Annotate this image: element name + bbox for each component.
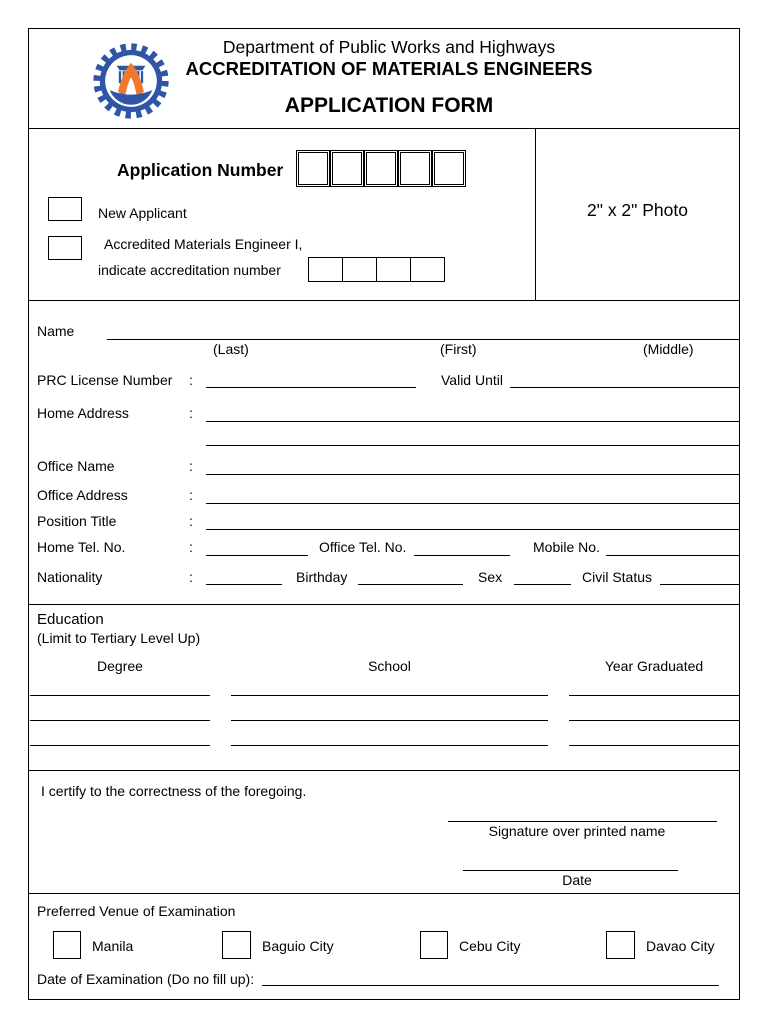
school-field[interactable] (231, 680, 548, 696)
accredited-engineer-checkbox[interactable] (48, 236, 82, 260)
venue-davao-label: Davao City (646, 938, 715, 954)
civil-status-label: Civil Status (582, 569, 653, 585)
name-label: Name (37, 323, 75, 339)
home-address-field-line2[interactable] (206, 430, 739, 446)
application-number-digit[interactable] (330, 150, 364, 187)
certification-date-caption: Date (562, 872, 592, 888)
office-name-label: Office Name (37, 458, 115, 474)
valid-until-field[interactable] (510, 372, 739, 388)
accreditation-number-digit[interactable] (376, 257, 411, 282)
accreditation-number-digit[interactable] (308, 257, 343, 282)
degree-field[interactable] (30, 680, 210, 696)
signature-field[interactable] (448, 806, 717, 822)
venue-manila-label: Manila (92, 938, 134, 954)
form-title: APPLICATION FORM (284, 94, 494, 117)
school-column-header: School (368, 658, 411, 674)
exam-date-label: Date of Examination (Do no fill up): (37, 971, 255, 987)
last-name-caption: (Last) (213, 341, 249, 357)
office-address-label: Office Address (37, 487, 128, 503)
signature-caption: Signature over printed name (488, 823, 666, 839)
home-tel-field[interactable] (206, 540, 308, 556)
label-colon: : (189, 487, 193, 503)
year-graduated-field[interactable] (569, 680, 739, 696)
prc-license-field[interactable] (206, 372, 416, 388)
office-tel-field[interactable] (414, 540, 510, 556)
name-field[interactable] (107, 324, 739, 340)
department-name: Department of Public Works and Highways (222, 37, 556, 57)
section-divider (28, 770, 740, 771)
section-divider (28, 604, 740, 605)
birthday-field[interactable] (358, 569, 463, 585)
program-title: ACCREDITATION OF MATERIALS ENGINEERS (185, 58, 593, 79)
home-address-label: Home Address (37, 405, 129, 421)
accreditation-number-digit[interactable] (342, 257, 377, 282)
application-number-digit[interactable] (364, 150, 398, 187)
venue-manila-checkbox[interactable] (53, 931, 81, 959)
office-address-field[interactable] (206, 488, 739, 504)
school-field[interactable] (231, 705, 548, 721)
venue-title: Preferred Venue of Examination (37, 903, 236, 919)
middle-name-caption: (Middle) (643, 341, 694, 357)
application-number-digit[interactable] (296, 150, 330, 187)
label-colon: : (189, 569, 193, 585)
label-colon: : (189, 513, 193, 529)
home-tel-label: Home Tel. No. (37, 539, 126, 555)
exam-date-field[interactable] (262, 970, 719, 986)
section-divider (28, 893, 740, 894)
venue-baguio-checkbox[interactable] (222, 931, 251, 959)
school-field[interactable] (231, 730, 548, 746)
photo-placeholder-label: 2" x 2" Photo (587, 200, 688, 220)
new-applicant-checkbox[interactable] (48, 197, 82, 221)
first-name-caption: (First) (440, 341, 477, 357)
accreditation-number-field (308, 257, 445, 282)
mobile-field[interactable] (606, 540, 739, 556)
venue-cebu-checkbox[interactable] (420, 931, 448, 959)
new-applicant-label: New Applicant (98, 205, 187, 221)
label-colon: : (189, 458, 193, 474)
position-title-field[interactable] (206, 514, 739, 530)
year-graduated-field[interactable] (569, 730, 739, 746)
label-colon: : (189, 539, 193, 555)
home-address-field-line1[interactable] (206, 406, 739, 422)
office-name-field[interactable] (206, 459, 739, 475)
application-number-digit[interactable] (432, 150, 466, 187)
certification-date-field[interactable] (463, 855, 678, 871)
venue-davao-checkbox[interactable] (606, 931, 635, 959)
nationality-field[interactable] (206, 569, 282, 585)
label-colon: : (189, 372, 193, 388)
sex-field[interactable] (514, 569, 571, 585)
degree-field[interactable] (30, 705, 210, 721)
accreditation-number-digit[interactable] (410, 257, 445, 282)
application-number-digit[interactable] (398, 150, 432, 187)
office-tel-label: Office Tel. No. (319, 539, 407, 555)
valid-until-label: Valid Until (441, 372, 503, 388)
venue-cebu-label: Cebu City (459, 938, 521, 954)
accredited-engineer-label: Accredited Materials Engineer I, (104, 236, 303, 252)
sex-label: Sex (478, 569, 503, 585)
education-title: Education (37, 611, 104, 628)
application-number-label: Application Number (117, 160, 284, 180)
year-graduated-column-header: Year Graduated (604, 658, 704, 674)
civil-status-field[interactable] (660, 569, 739, 585)
accreditation-number-label: indicate accreditation number (98, 262, 281, 278)
nationality-label: Nationality (37, 569, 103, 585)
birthday-label: Birthday (296, 569, 348, 585)
degree-column-header: Degree (97, 658, 143, 674)
degree-field[interactable] (30, 730, 210, 746)
year-graduated-field[interactable] (569, 705, 739, 721)
position-title-label: Position Title (37, 513, 117, 529)
certification-statement: I certify to the correctness of the foregoing. (41, 783, 307, 799)
venue-baguio-label: Baguio City (262, 938, 334, 954)
mobile-label: Mobile No. (533, 539, 600, 555)
education-note: (Limit to Tertiary Level Up) (37, 630, 201, 646)
label-colon: : (189, 405, 193, 421)
section-divider (28, 300, 740, 301)
prc-license-label: PRC License Number (37, 372, 173, 388)
application-number-field (296, 150, 466, 187)
